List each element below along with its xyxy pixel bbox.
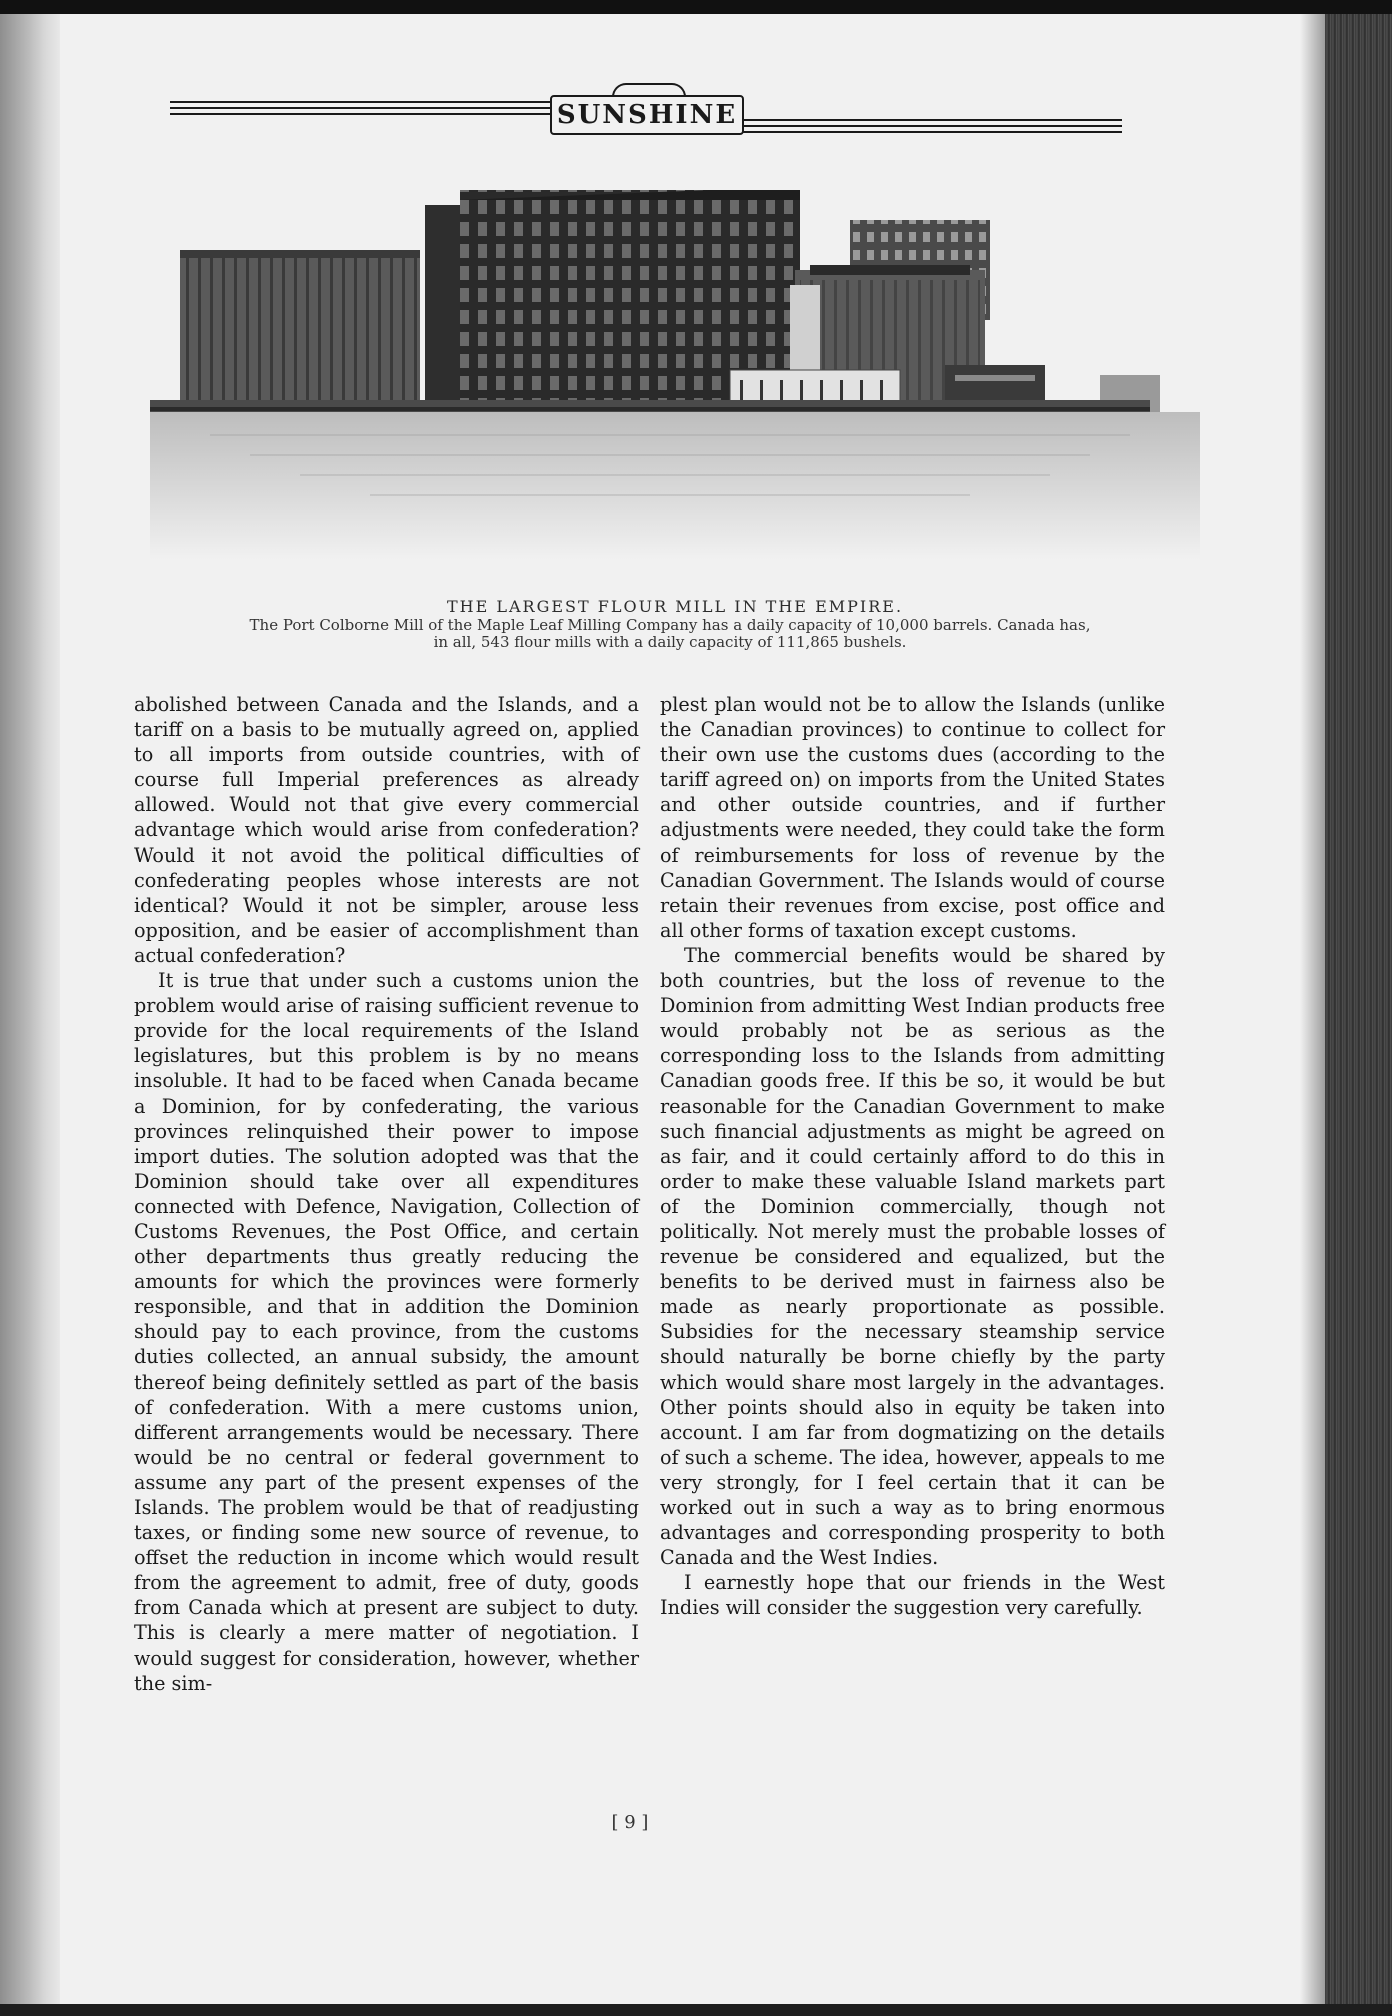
article-paragraph: It is true that under such a customs union the problem would arise of raising sufficient revenue to provide for the local requirements of the Island legislatures, but this problem is by no means insoluble. It had to be faced when Canada became a Dominion, for by confederating, the various provinces relinquished their power to impose import duties. The solution adopted was that the Dominion should take over all expenditures connected with Defence, Navigation, Collection of Customs Revenues, the Post Office, and certain other departments thus greatly reducing the amounts for which the provinces were formerly responsible, and that in addition the Dominion should pay to each province, from the customs duties collected, an annual subsidy, the amount thereof being definitely settled as part of the basis of confederation. With a mere customs union, different arrangements would be necessary. There would be no central or federal government to assume any part of the present expenses of the Islands. The problem would be that of readjusting taxes, or finding some new source of revenue, to offset the reduction in income which would result from the agreement to admit, free of duty, goods from Canada which at present are subject to duty. This is clearly a mere matter of negotiation. I would suggest for consideration, however, whether the sim- xyxy=(134,969,639,1695)
masthead xyxy=(112,85,1182,145)
scan-top-border xyxy=(0,0,1392,14)
photo-caption-line-1: The Port Colborne Mill of the Maple Leaf Milling Company has a daily capacity of 10,000 barrels. Canada has, xyxy=(249,616,1091,634)
masthead-title: SUNSHINE xyxy=(556,100,738,130)
photo-caption-body xyxy=(140,617,1200,651)
masthead-title-frame xyxy=(550,95,744,135)
book-left-edge xyxy=(0,14,60,2004)
article-paragraph: The commercial benefits would be shared by both countries, but the loss of revenue to the Dominion from admitting West Indian products free would probably not be as serious as the corresponding loss to the Islands from admitting Canadian goods free. If this be so, it would be but reasonable for the Canadian Government to make such financial adjustments as might be agreed on as fair, and it could certainly afford to do this in order to make these valuable Island markets part of the Dominion commercially, though not politically. Not merely must the probable losses of revenue be considered and equalized, but the benefits to be derived must in fairness also be made as nearly proportionate as possible. Subsidies for the necessary steamship service should naturally be borne chiefly by the party which would share most largely in the advantages. Other points should also in equity be taken into account. I am far from dogmatizing on the details of such a scheme. The idea, however, appeals to me very strongly, for I feel certain that it can be worked out in such a way as to bring enormous advantages and corresponding prosperity to both Canada and the West Indies. xyxy=(660,943,1165,1570)
article-paragraph: I earnestly hope that our friends in the West Indies will consider the suggestion very carefully. xyxy=(660,1571,1165,1620)
article-right-column xyxy=(660,692,1165,1620)
article-paragraph: abolished between Canada and the Islands, and a tariff on a basis to be mutually agreed on, applied to all imports from outside countries, with of course full Imperial preferences as already allowed. Would not that give every commercial advantage which would arise from confederation? Would it not avoid the political difficulties of confederating peoples whose interests are not identical? Would it not be simpler, arouse less opposition, and be easier of accomplishment than actual confederation? xyxy=(134,693,639,967)
article-paragraph: plest plan would not be to allow the Islands (unlike the Canadian provinces) to continue to collect for their own use the customs dues (according to the tariff agreed on) on imports from the United States and other outside countries, and if further adjustments were needed, they could take the form of reimbursements for loss of revenue by the Canadian Government. The Islands would of course retain their revenues from excise, post office and all other forms of taxation except customs. xyxy=(660,693,1165,942)
page-number: [ 9 ] xyxy=(611,1812,649,1833)
photo-caption-title: THE LARGEST FLOUR MILL IN THE EMPIRE. xyxy=(446,597,904,616)
photo-caption-line-2: in all, 543 flour mills with a daily capacity of 111,865 bushels. xyxy=(433,633,907,651)
article-left-column xyxy=(134,692,639,1696)
book-page-stack-edge xyxy=(1325,14,1392,2004)
page-gutter-shadow xyxy=(1300,14,1325,2004)
flour-mill-photo xyxy=(150,175,1200,560)
